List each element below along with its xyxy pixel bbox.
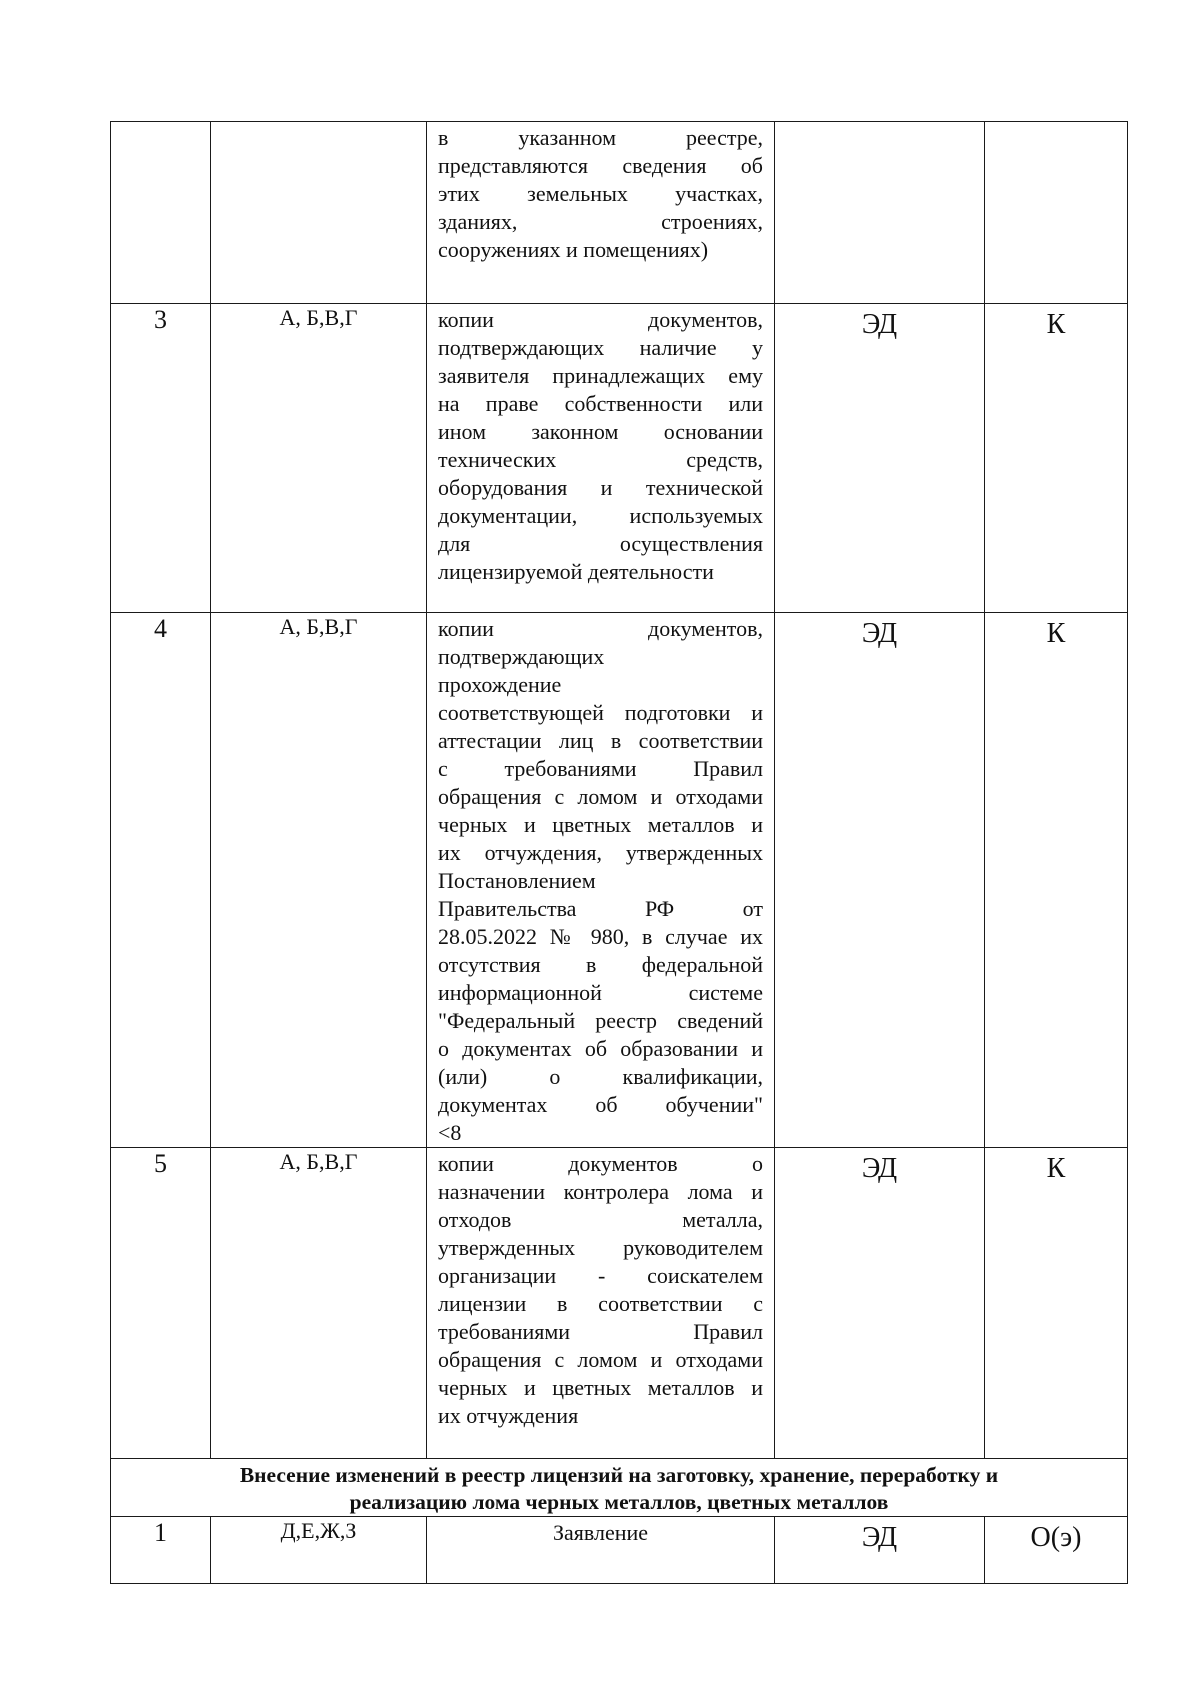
description-line: утвержденных руководителем [438, 1235, 763, 1260]
section-heading-line-2: реализацию лома черных металлов, цветных металлов [349, 1490, 889, 1514]
description-line: отсутствия в федеральной [438, 952, 763, 977]
row-description [427, 613, 775, 1148]
section-heading-line-1: Внесение изменений в реестр лицензий на заготовку, хранение, переработку и [239, 1463, 999, 1487]
description-line: документах об обучении" [438, 1092, 763, 1117]
section-heading-row [111, 1459, 1128, 1517]
description-line: зданиях, строениях, [438, 209, 763, 234]
description-line: сооружениях и помещениях) [438, 237, 709, 262]
description-line: с требованиями Правил [438, 756, 763, 781]
description-line: ином законном основании [438, 419, 763, 444]
description-line: представляются сведения об [438, 153, 763, 178]
description-line: обращения с ломом и отходами [438, 784, 763, 809]
row-description [427, 1148, 775, 1459]
row-number: 4 [111, 613, 211, 1148]
table-row [111, 304, 1128, 613]
row-form [775, 122, 985, 304]
row-kind: К [985, 304, 1128, 613]
description-line: их отчуждения [438, 1403, 579, 1428]
row-kind: К [985, 1148, 1128, 1459]
description-line: копии документов о [438, 1151, 763, 1176]
row-form: ЭД [775, 613, 985, 1148]
row-kind: О(э) [985, 1517, 1128, 1584]
description-line: на праве собственности или [438, 391, 763, 416]
row-categories: А, Б,В,Г [211, 613, 427, 1148]
description-line: требованиями Правил [438, 1319, 763, 1344]
description-line: "Федеральный реестр сведений [438, 1008, 763, 1033]
description-line: черных и цветных металлов и [438, 812, 763, 837]
description-line: подтверждающих [438, 644, 605, 669]
row-description [427, 122, 775, 304]
description-line: организации - соискателем [438, 1263, 763, 1288]
row-description [427, 1517, 775, 1584]
description-line: технических средств, [438, 447, 763, 472]
description-line: копии документов, [438, 307, 763, 332]
description-line: соответствующей подготовки и [438, 700, 763, 725]
table-row [111, 1148, 1128, 1459]
row-kind [985, 122, 1128, 304]
description-line: назначении контролера лома и [438, 1179, 763, 1204]
row-description [427, 304, 775, 613]
description-line: обращения с ломом и отходами [438, 1347, 763, 1372]
description-line: заявителя принадлежащих ему [438, 363, 763, 388]
row-number: 5 [111, 1148, 211, 1459]
description-line: о документах об образовании и [438, 1036, 763, 1061]
description-line: аттестации лиц в соответствии [438, 728, 763, 753]
description-line: этих земельных участках, [438, 181, 763, 206]
row-form: ЭД [775, 304, 985, 613]
row-form: ЭД [775, 1148, 985, 1459]
description-line: черных и цветных металлов и [438, 1375, 763, 1400]
description-line: в указанном реестре, [438, 125, 763, 150]
row-categories: Д,Е,Ж,З [211, 1517, 427, 1584]
row-number [111, 122, 211, 304]
row-categories: А, Б,В,Г [211, 304, 427, 613]
row-number: 3 [111, 304, 211, 613]
description-line: Постановлением [438, 868, 596, 893]
description-line: копии документов, [438, 616, 763, 641]
row-form: ЭД [775, 1517, 985, 1584]
description-line: Правительства РФ от [438, 896, 763, 921]
description-line: Заявление [552, 1520, 649, 1545]
description-line: 28.05.2022 № 980, в случае их [438, 924, 763, 949]
description-line: лицензируемой деятельности [438, 559, 714, 584]
row-kind: К [985, 613, 1128, 1148]
row-number: 1 [111, 1517, 211, 1584]
description-line: отходов металла, [438, 1207, 763, 1232]
description-line: их отчуждения, утвержденных [438, 840, 763, 865]
description-line: подтверждающих наличие у [438, 335, 763, 360]
description-line: лицензии в соответствии с [438, 1291, 763, 1316]
description-line: документации, используемых [438, 503, 763, 528]
table-row [111, 122, 1128, 304]
table-row [111, 1517, 1128, 1584]
table-row [111, 613, 1128, 1148]
description-line: (или) о квалификации, [438, 1064, 763, 1089]
description-line: оборудования и технической [438, 475, 763, 500]
description-line: для осуществления [438, 531, 763, 556]
section-heading [111, 1459, 1128, 1517]
description-line: <8 [438, 1120, 462, 1145]
requirements-table [110, 121, 1128, 1584]
row-categories: А, Б,В,Г [211, 1148, 427, 1459]
description-line: прохождение [438, 672, 562, 697]
description-line: информационной системе [438, 980, 763, 1005]
row-categories [211, 122, 427, 304]
